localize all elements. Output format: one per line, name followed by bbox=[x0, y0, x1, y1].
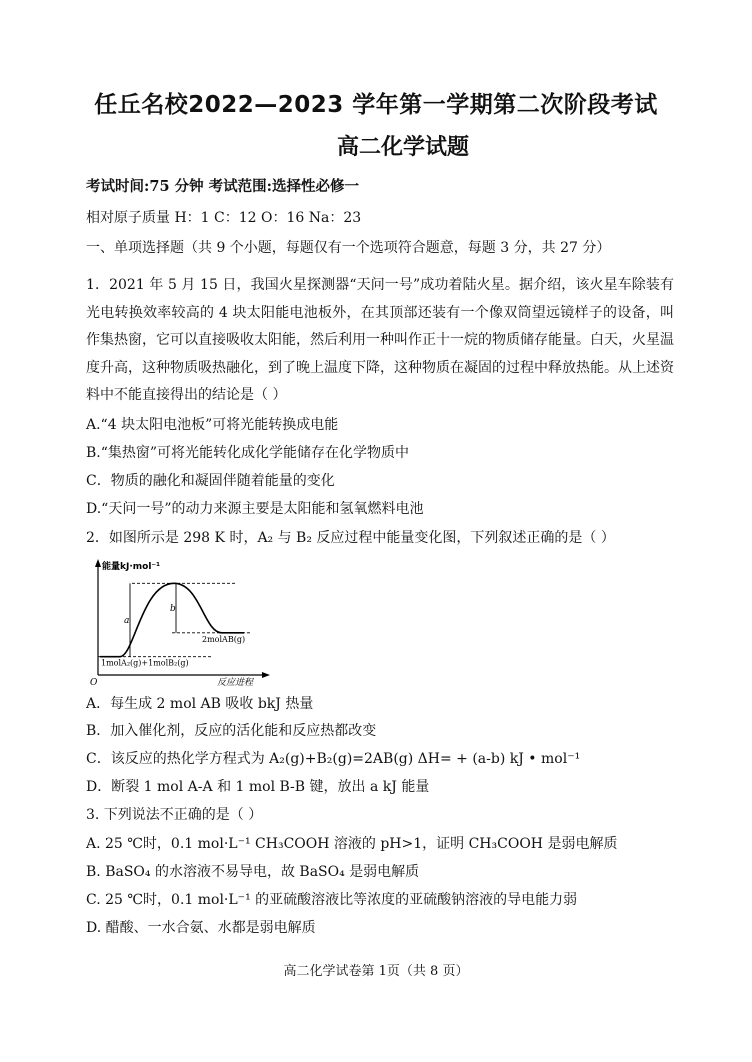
y-axis-arrow bbox=[95, 559, 101, 567]
label-reactants: 1molA₂(g)+1molB₂(g) bbox=[101, 658, 189, 668]
x-axis-arrow bbox=[262, 672, 270, 678]
q2-option-b: B．加入催化剂，反应的活化能和反应热都改变 bbox=[86, 723, 377, 739]
energy-curve bbox=[100, 583, 244, 656]
q3-option-d: D. 醋酸、一水合氨、水都是弱电解质 bbox=[86, 920, 316, 936]
q1-option-c: C．物质的融化和凝固伴随着能量的变化 bbox=[86, 473, 335, 489]
section-heading: 一、单项选择题（共 9 个小题，每题仅有一个选项符合题意，每题 3 分，共 27 分） bbox=[86, 240, 611, 256]
exam-info: 考试时间:75 分钟 考试范围:选择性必修一 bbox=[86, 178, 359, 195]
origin-label: O bbox=[90, 678, 98, 688]
q2-option-d: D．断裂 1 mol A-A 和 1 mol B-B 键，放出 a kJ 能量 bbox=[86, 779, 430, 795]
q2-option-c: C．该反应的热化学方程式为 A₂(g)+B₂(g)=2AB(g) ΔH= + (a-b) kJ • mol⁻¹ bbox=[86, 751, 581, 767]
y-axis-label: 能量kJ·mol⁻¹ bbox=[102, 562, 161, 572]
energy-diagram bbox=[92, 557, 272, 687]
label-a: a bbox=[124, 616, 130, 626]
exam-subtitle: 高二化学试题 bbox=[337, 135, 470, 160]
q1-option-a: A.“4 块太阳电池板”可将光能转换成电能 bbox=[86, 417, 339, 433]
q3-option-a: A. 25 ℃时，0.1 mol·L⁻¹ CH₃COOH 溶液的 pH>1，证明 CH₃COOH 是弱电解质 bbox=[86, 836, 618, 852]
q3-stem: 3. 下列说法不正确的是（ ） bbox=[86, 807, 263, 823]
atomic-mass: 相对原子质量 H：1 C：12 O：16 Na：23 bbox=[86, 210, 362, 226]
q2-option-a: A．每生成 2 mol AB 吸收 bkJ 热量 bbox=[86, 696, 314, 712]
q2-stem: 2．如图所示是 298 K 时，A₂ 与 B₂ 反应过程中能量变化图，下列叙述正确的是（ ） bbox=[86, 530, 615, 546]
label-products: 2molAB(g) bbox=[202, 634, 246, 644]
x-axis-label: 反应进程 bbox=[217, 678, 254, 688]
q3-option-b: B. BaSO₄ 的水溶液不易导电，故 BaSO₄ 是弱电解质 bbox=[86, 864, 420, 880]
page-footer: 高二化学试卷第 1页（共 8 页） bbox=[283, 964, 469, 979]
q1-option-d: D.“天问一号”的动力来源主要是太阳能和氢氧燃料电池 bbox=[86, 501, 424, 517]
q1-stem: 1．2021 年 5 月 15 日，我国火星探测器“天问一号”成功着陆火星。据介绍，该火星车除装有光电转换效率较高的 4 块太阳能电池板外，在其顶部还装有一个像双筒望远镜样子的设备，叫作集热窗，它可以直接吸收太阳能，然后利用一种叫作正十一烷的物质储存能量。白天，火星温度升高，这种物质吸热融化，到了晚上温度下降，这种物质在凝固的过程中释放热能。从上述资料中不能直接得出的结论是（ ） bbox=[86, 277, 674, 403]
exam-title: 任丘名校2022—2023 学年第一学期第二次阶段考试 bbox=[94, 92, 658, 118]
q3-option-c: C. 25 ℃时，0.1 mol·L⁻¹ 的亚硫酸溶液比等浓度的亚硫酸钠溶液的导电能力弱 bbox=[86, 892, 578, 908]
q1-option-b: B.“集热窗”可将光能转化成化学能储存在化学物质中 bbox=[86, 445, 410, 461]
label-b: b bbox=[170, 604, 176, 615]
